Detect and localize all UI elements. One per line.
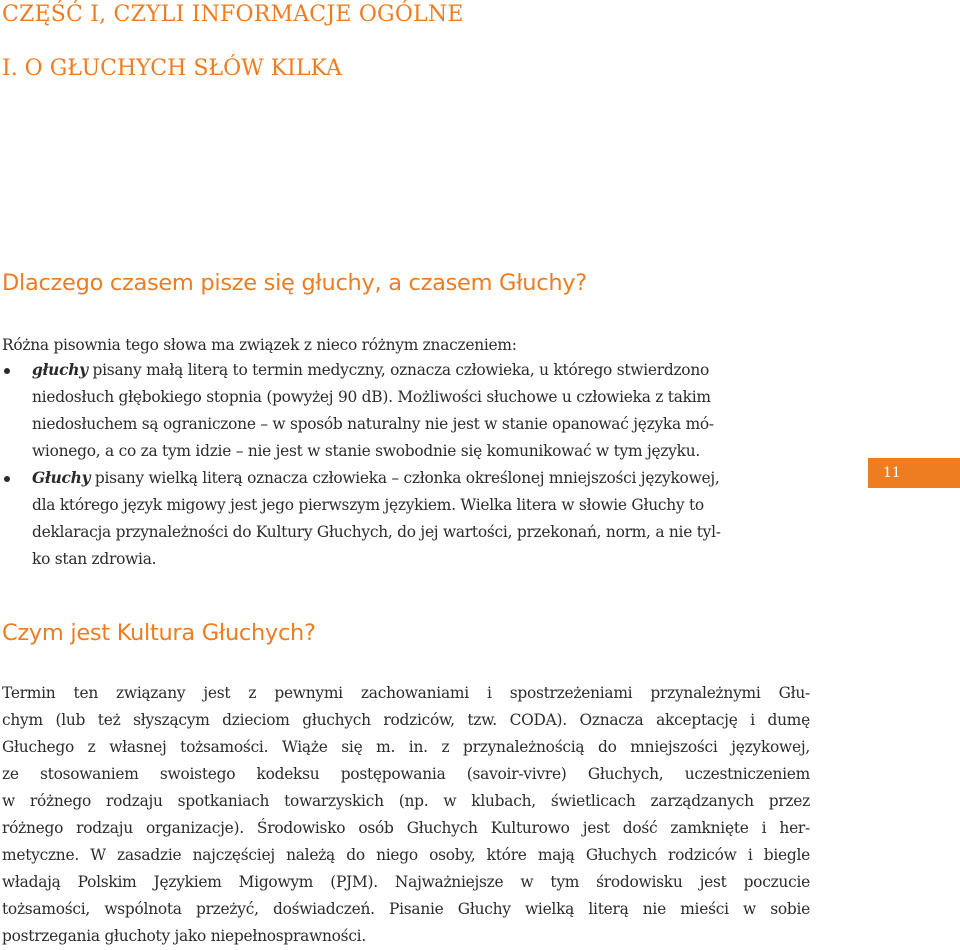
paragraph-line: Głuchego z własnej tożsamości. Wiąże się m. in. z przynależnością do mniejszości językowej, [2,738,810,756]
bullet-line: wionego, a co za tym idzie – nie jest w stanie swobodnie się komunikować w tym języku. [32,442,701,460]
paragraph-line: w różnego rodzaju spotkaniach towarzyskich (np. w klubach, świetlicach zarządzanych przez [2,792,810,810]
list-item-gluchy-lowercase [0,357,812,465]
paragraph-line: władają Polskim Językiem Migowym (PJM). Najważniejsze w tym środowisku jest poczucie [2,873,810,891]
bullet-line: niedosłuchem są ograniczone – w sposób naturalny nie jest w stanie opanować języka mó- [32,415,714,433]
term-Gluchy: Głuchy [32,469,91,487]
bullet-line [32,465,812,492]
bullet-line: deklaracja przynależności do Kultury Głuchych, do jej wartości, przekonań, norm, a nie tyl- [32,523,721,541]
bullet-icon [4,476,10,482]
deaf-culture-paragraph [2,680,810,950]
bullet-text: pisany małą literą to termin medyczny, oznacza człowieka, u którego stwierdzono [87,361,709,379]
paragraph-line: ze stosowaniem swoistego kodeksu postępowania (savoir-vivre) Głuchych, uczestniczeniem [2,765,810,783]
section-heading-deaf-culture: Czym jest Kultura Głuchych? [2,620,316,646]
page-number: 11 [883,465,901,481]
bullet-icon [4,368,10,374]
paragraph-line: Termin ten związany jest z pewnymi zachowaniami i spostrzeżeniami przynależnymi Głu- [2,684,810,702]
chapter-title: I. O GŁUCHYCH SŁÓW KILKA [2,56,342,81]
definition-list [0,357,812,573]
section-heading-lowercase-vs-capital: Dlaczego czasem pisze się głuchy, a czasem Głuchy? [2,270,587,296]
page-number-badge [868,458,960,488]
paragraph-line: metyczne. W zasadzie najczęściej należą do niego osoby, które mają Głuchych rodziców i biegle [2,846,810,864]
bullet-line: dla którego język migowy jest jego pierwszym językiem. Wielka litera w słowie Głuchy to [32,496,704,514]
bullet-line [32,357,812,384]
list-item-gluchy-capital [0,465,812,573]
paragraph-line: postrzegania głuchoty jako niepełnosprawności. [2,927,366,945]
bullet-text: pisany wielką literą oznacza człowieka – członka określonej mniejszości językowej, [90,469,720,487]
bullet-line: niedosłuch głębokiego stopnia (powyżej 90 dB). Możliwości słuchowe u człowieka z takim [32,388,711,406]
part-title: CZĘŚĆ I, CZYLI INFORMACJE OGÓLNE [2,2,464,27]
term-gluchy: głuchy [32,361,88,379]
paragraph-line: różnego rodzaju organizacje). Środowisko osób Głuchych Kulturowo jest dość zamknięte i her- [2,819,810,837]
intro-sentence: Różna pisownia tego słowa ma związek z nieco różnym znaczeniem: [2,336,517,354]
paragraph-line: chym (lub też słyszącym dzieciom głuchych rodziców, tzw. CODA). Oznacza akceptację i dumę [2,711,810,729]
bullet-line: ko stan zdrowia. [32,550,157,568]
paragraph-line: tożsamości, wspólnota przeżyć, doświadczeń. Pisanie Głuchy wielką literą nie mieści w sobie [2,900,810,918]
